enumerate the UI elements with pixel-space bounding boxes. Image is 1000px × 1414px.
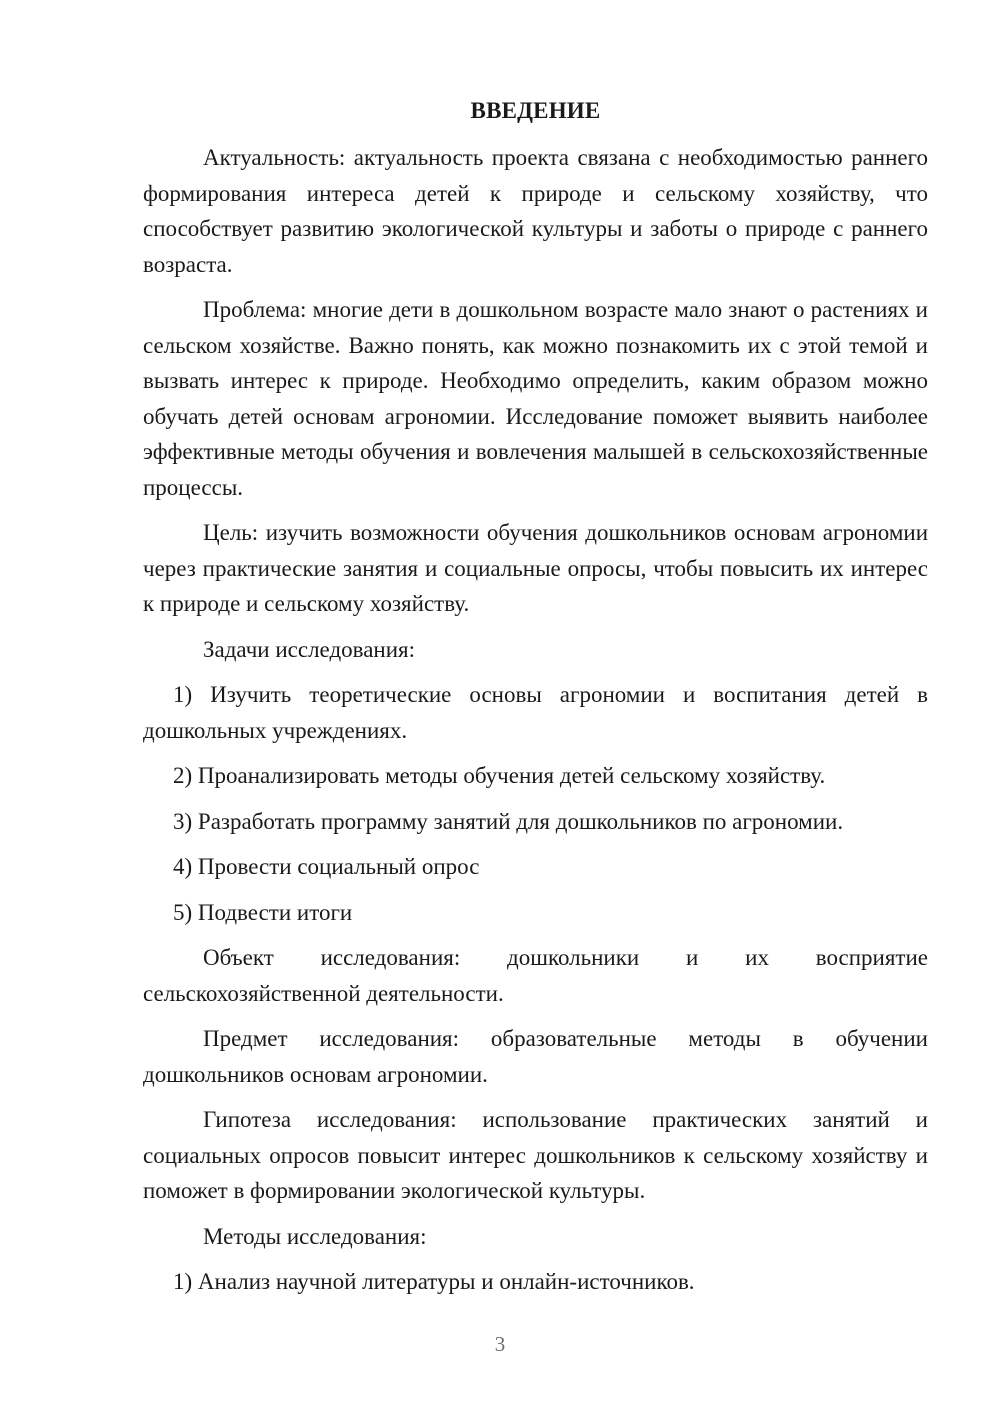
paragraph-methods-heading: Методы исследования: <box>203 1223 427 1249</box>
document-body <box>143 140 928 1310</box>
list-item-method-1: 1) Анализ научной литературы и онлайн-источников. <box>173 1269 695 1294</box>
paragraph-tasks-heading: Задачи исследования: <box>203 636 416 662</box>
paragraph-hypothesis: Гипотеза исследования: использование практических занятий и социальных опросов повысит интерес дошкольников к сельскому хозяйству и поможет в формировании экологической культуры. <box>143 1107 928 1203</box>
paragraph-relevance: Актуальность: актуальность проекта связана с необходимостью раннего формирования интереса детей к природе и сельскому хозяйству, что способствует развитию экологической культуры и заботы о природе с раннего возраста. <box>143 145 928 277</box>
list-item-task-2: 2) Проанализировать методы обучения детей сельскому хозяйству. <box>173 763 826 788</box>
list-item-task-5: 5) Подвести итоги <box>173 899 353 925</box>
section-title: ВВЕДЕНИЕ <box>470 98 601 123</box>
paragraph-goal: Цель: изучить возможности обучения дошкольников основам агрономии через практические занятия и социальные опросы, чтобы повысить их интерес к природе и сельскому хозяйству. <box>143 520 928 616</box>
list-item-task-1: 1) Изучить теоретические основы агрономии и воспитания детей в дошкольных учреждениях. <box>143 682 928 743</box>
page-number: 3 <box>494 1332 506 1356</box>
list-item-task-4: 4) Провести социальный опрос <box>173 854 480 879</box>
paragraph-object: Объект исследования: дошкольники и их восприятие сельскохозяйственной деятельности. <box>143 945 928 1006</box>
list-item-task-3: 3) Разработать программу занятий для дошкольников по агрономии. <box>173 808 844 834</box>
paragraph-subject: Предмет исследования: образовательные методы в обучении дошкольников основам агрономии. <box>143 1026 928 1087</box>
paragraph-problem: Проблема: многие дети в дошкольном возрасте мало знают о растениях и сельском хозяйстве. Важно понять, как можно познакомить их с этой темой и вызвать интерес к природе. Необходимо определить, каким образом можно обучать детей основам агрономии. Исследование поможет выявить наиболее эффективные методы обучения и вовлечения малышей в сельскохозяйственные процессы. <box>143 297 928 500</box>
